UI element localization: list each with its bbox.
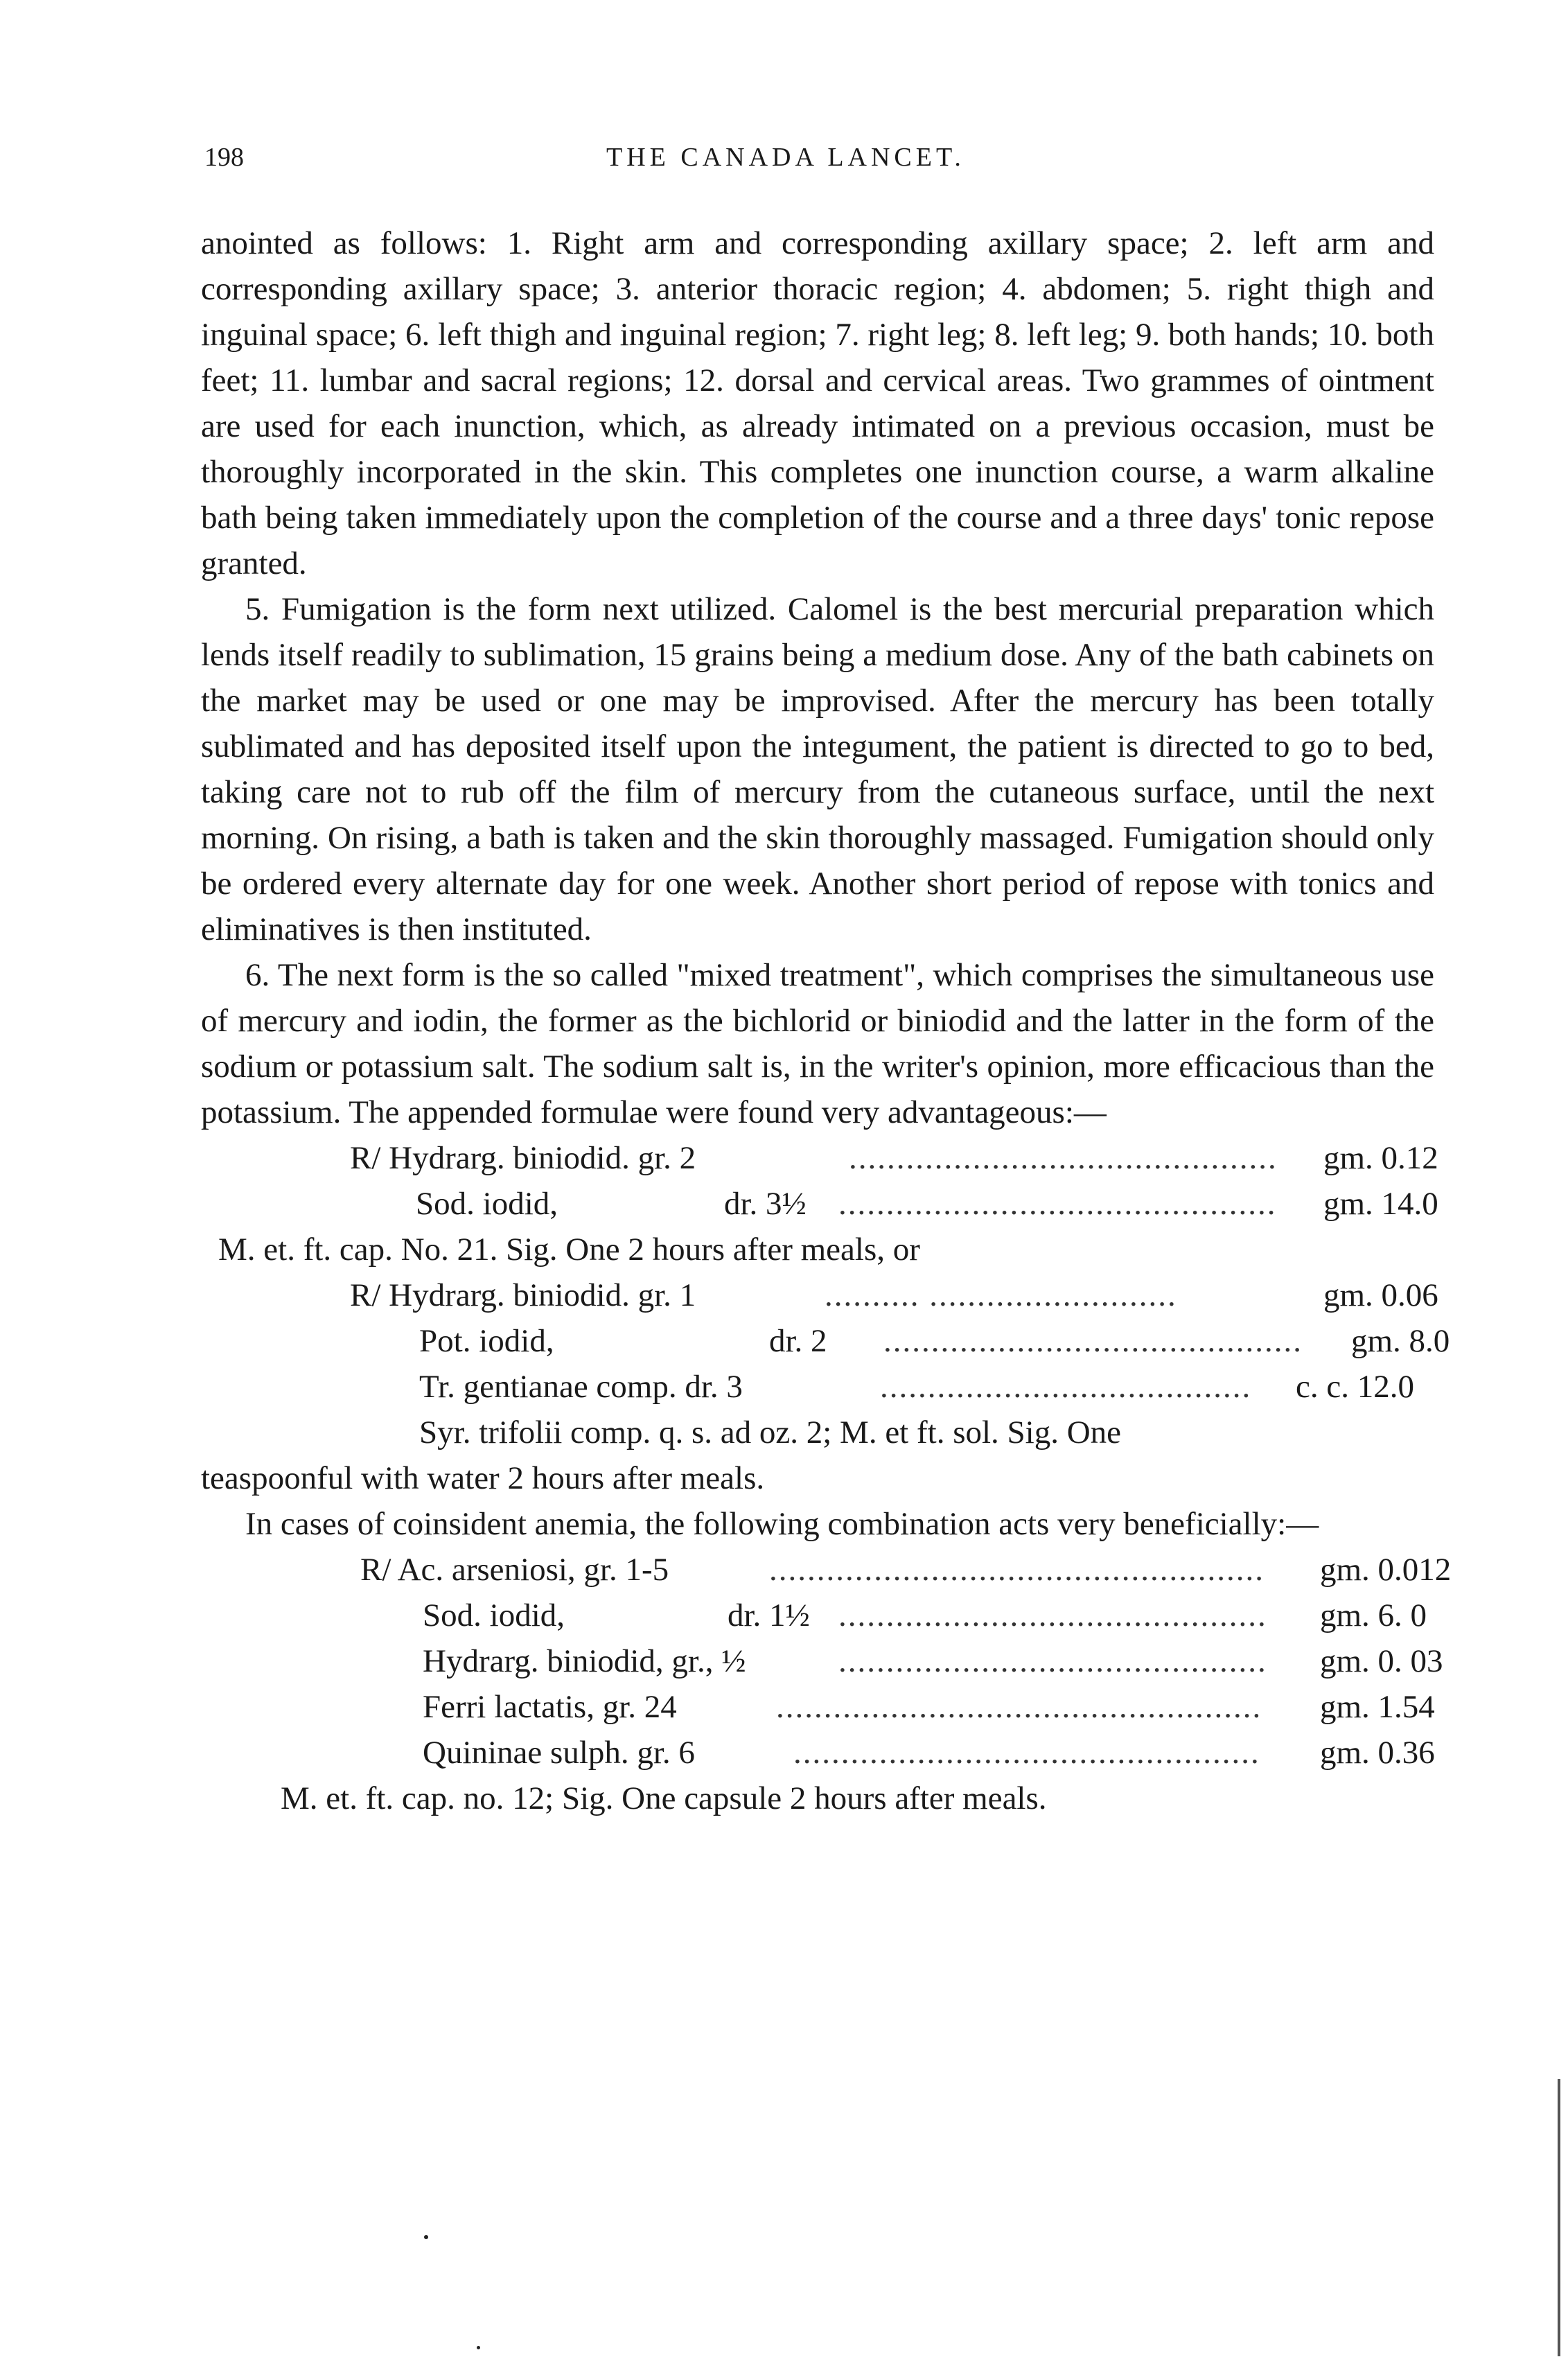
leader-dots: .................................................... bbox=[769, 1552, 1265, 1588]
paragraph-mixed-treatment: 6. The next form is the so called "mixed treatment", which comprises the simultaneous use of mercury and iodin, the former as the bichlorid or biniodid and the latter in the form of the sodium or potassium salt. The sodium salt is, in the writer's opinion, more efficacious than the potassium. The appended formulae were found very advantageous:— bbox=[201, 957, 1434, 1130]
leader-dots: ............................................. bbox=[849, 1140, 1278, 1176]
page-number: 198 bbox=[204, 143, 244, 172]
formula1-amount-1: gm. 0.12 bbox=[1323, 1140, 1438, 1176]
binding-edge bbox=[1558, 2079, 1560, 2356]
formula3-amount-3: gm. 0. 03 bbox=[1320, 1643, 1443, 1679]
leader-dots: ............................................ bbox=[883, 1323, 1303, 1359]
formula2-ingredient-3: Tr. gentianae comp. dr. 3 bbox=[419, 1369, 743, 1405]
formula3-ingredient-5: Quininae sulph. gr. 6 bbox=[423, 1735, 695, 1771]
formula3-line-5 bbox=[201, 1730, 1434, 1776]
formula3-ingredient-1: R/ Ac. arseniosi, gr. 1-5 bbox=[360, 1552, 669, 1588]
leader-dots: ................................................. bbox=[793, 1735, 1260, 1771]
formula3-amount-1: gm. 0.012 bbox=[1320, 1552, 1452, 1588]
formula2-quantity-2: dr. 2 bbox=[769, 1323, 827, 1359]
formula3-line-3 bbox=[201, 1638, 1443, 1684]
formula2-line-3 bbox=[201, 1364, 1434, 1410]
formula3-line-2 bbox=[201, 1593, 1434, 1638]
leader-dots: ............................................. bbox=[838, 1597, 1267, 1633]
formula3-amount-2: gm. 6. 0 bbox=[1320, 1597, 1427, 1633]
formula1-line-2 bbox=[201, 1181, 1438, 1227]
formula1-directions: M. et. ft. cap. No. 21. Sig. One 2 hours after meals, or bbox=[218, 1232, 920, 1268]
formula2-ingredient-1: R/ Hydrarg. biniodid. gr. 1 bbox=[350, 1277, 696, 1313]
running-title: THE CANADA LANCET. bbox=[606, 143, 965, 172]
formula3-amount-4: gm. 1.54 bbox=[1320, 1689, 1435, 1725]
page-header bbox=[204, 142, 1424, 184]
leader-dots: ....................................... bbox=[880, 1369, 1252, 1405]
formula3-quantity-2: dr. 1½ bbox=[728, 1597, 810, 1633]
formula2-line-1 bbox=[201, 1272, 1438, 1318]
formula1-ingredient-2: Sod. iodid, bbox=[416, 1186, 558, 1222]
page-body bbox=[201, 220, 1452, 1821]
leader-dots: ............................................. bbox=[838, 1643, 1267, 1679]
formula2-directions-2: teaspoonful with water 2 hours after meals. bbox=[201, 1460, 765, 1496]
formula3-line-1 bbox=[201, 1547, 1452, 1593]
formula3-ingredient-4: Ferri lactatis, gr. 24 bbox=[423, 1689, 677, 1725]
paragraph-inunction: anointed as follows: 1. Right arm and corresponding axillary space; 2. left arm and corresponding axillary space; 3. anterior thoracic region; 4. abdomen; 5. right thigh and inguinal space; 6. left thigh and inguinal region; 7. right leg; 8. left leg; 9. both hands; 10. both feet; 11. lumbar and sacral regions; 12. dorsal and cervical areas. Two grammes of ointment are used for each inunction, which, as already intimated on a previous occasion, must be thoroughly incorporated in the skin. This completes one inunction course, a warm alkaline bath being taken immediately upon the completion of the course and a three days' tonic repose granted. bbox=[201, 225, 1434, 581]
formula2-amount-3: c. c. 12.0 bbox=[1296, 1369, 1414, 1405]
leader-dots: ................................................... bbox=[776, 1689, 1262, 1725]
paragraph-fumigation: 5. Fumigation is the form next utilized. Calomel is the best mercurial preparation which lends itself readily to sublimation, 15 grains being a medium dose. Any of the bath cabinets on the market may be used or one may be improvised. After the mercury has been totally sublimated and has deposited itself upon the integument, the patient is directed to go to bed, taking care not to rub off the film of mercury from the cutaneous surface, until the next morning. On rising, a bath is taken and the skin thoroughly massaged. Fumigation should only be ordered every alternate day for one week. Another short period of repose with tonics and eliminatives is then instituted. bbox=[201, 591, 1434, 947]
leader-dots: .............................................. bbox=[838, 1186, 1277, 1222]
formula3-ingredient-2: Sod. iodid, bbox=[423, 1597, 565, 1633]
formula2-amount-2: gm. 8.0 bbox=[1351, 1323, 1450, 1359]
formula3-ingredient-3: Hydrarg. biniodid, gr., ½ bbox=[423, 1643, 746, 1679]
formula1-line-1 bbox=[201, 1135, 1438, 1181]
scan-speck bbox=[424, 2235, 428, 2239]
formula2-amount-1: gm. 0.06 bbox=[1323, 1277, 1438, 1313]
formula2-directions-1: Syr. trifolii comp. q. s. ad oz. 2; M. et ft. sol. Sig. One bbox=[419, 1414, 1122, 1451]
paragraph-anemia: In cases of coinsident anemia, the following combination acts very beneficially:— bbox=[245, 1506, 1319, 1542]
formula1-quantity-2: dr. 3½ bbox=[724, 1186, 807, 1222]
scan-speck bbox=[477, 2346, 480, 2349]
formula3-amount-5: gm. 0.36 bbox=[1320, 1735, 1435, 1771]
formula2-line-2 bbox=[201, 1318, 1450, 1364]
formula3-line-4 bbox=[201, 1684, 1434, 1730]
leader-dots: .......... .......................... bbox=[825, 1277, 1177, 1313]
formula2-ingredient-2: Pot. iodid, bbox=[419, 1323, 554, 1359]
formula3-directions: M. et. ft. cap. no. 12; Sig. One capsule 2 hours after meals. bbox=[281, 1780, 1047, 1816]
formula1-ingredient-1: R/ Hydrarg. biniodid. gr. 2 bbox=[350, 1140, 696, 1176]
formula1-amount-2: gm. 14.0 bbox=[1323, 1186, 1438, 1222]
